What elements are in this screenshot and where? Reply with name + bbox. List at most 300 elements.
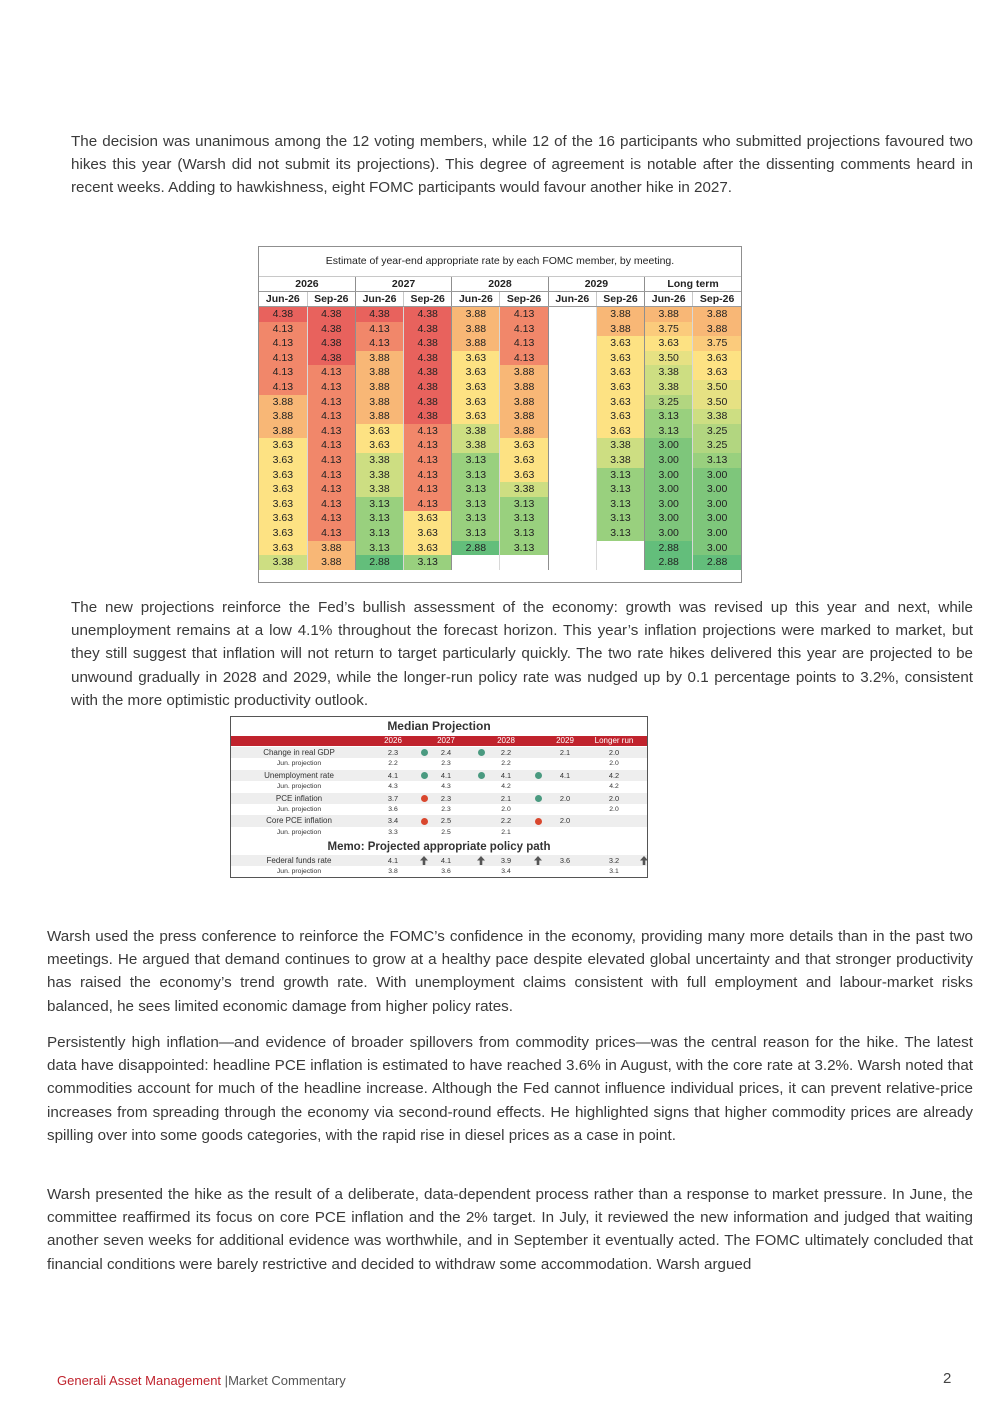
rate-cell: 3.88 [500,365,548,380]
rate-cell: 3.63 [596,380,644,395]
value-cell: 4.2 [608,770,620,780]
rate-cell: 3.88 [355,351,403,366]
rate-cell: 3.63 [500,453,548,468]
table-row [259,526,741,541]
row-label: Unemployment rate [264,770,334,780]
rate-cell: 3.88 [500,395,548,410]
value-cell: 4.1 [440,856,452,865]
rate-cell: 3.25 [645,395,693,410]
rate-cell: 4.38 [259,307,307,322]
rate-cell: 3.13 [452,482,500,497]
green-dot-icon [421,749,428,756]
rate-cell: 3.13 [355,541,403,556]
rate-cell: 2.88 [645,541,693,556]
value-cell: 3.4 [501,868,511,876]
rate-cell: 3.13 [355,497,403,512]
rate-cell: 4.13 [404,453,452,468]
table-row [259,555,741,570]
green-dot-icon [478,749,485,756]
rate-cell: 4.13 [259,351,307,366]
rate-cell: 3.88 [355,380,403,395]
meeting-header: Sep-26 [307,292,355,307]
rate-cell [500,555,548,570]
column-header: 2029 [556,736,574,745]
rate-cell: 3.13 [355,511,403,526]
row-label: PCE inflation [275,793,323,803]
rate-cell: 3.38 [596,453,644,468]
value-cell: 4.1 [559,770,571,780]
rate-cell [548,351,596,366]
rate-cell: 4.38 [404,409,452,424]
meeting-header-row [259,292,741,307]
rate-cell: 2.88 [645,555,693,570]
rate-cell: 3.88 [500,380,548,395]
value-cell: 2.0 [559,793,571,803]
table-row [259,380,741,395]
rate-cell: 4.13 [500,307,548,322]
column-header: 2028 [497,736,515,745]
rate-cell: 3.38 [355,482,403,497]
rate-cell: 3.13 [596,497,644,512]
year-header: 2028 [452,277,548,292]
rate-cell: 3.63 [596,351,644,366]
table-row [231,770,647,781]
table-row [231,827,647,838]
table-row [231,758,647,769]
rate-cell: 3.13 [693,453,741,468]
value-cell: 2.3 [441,760,451,768]
rate-cell: 3.63 [355,438,403,453]
value-cell: 2.5 [440,816,452,826]
value-cell: 2.3 [440,793,452,803]
paragraph-4: Persistently high inflation—and evidence of broader spillovers from commodity prices—was the central reason for the hike. The latest data have disappointed: headline PCE inflation is estimated to have reached 3.6% in August, with the core rate at 3.2%. Warsh noted that commodities account for much of the headline increase. Although the Fed cannot influence individual prices, it can prevent relative-price increases from spreading through the economy via second-round effects. He highlighted signs that higher commodity prices are already spilling over into some goods categories, with the rapid rise in diesel prices as a case in point. [47,1034,973,1144]
rate-cell: 3.63 [596,365,644,380]
value-cell: 3.2 [608,856,620,865]
rate-cell: 4.38 [404,351,452,366]
rate-cell [548,438,596,453]
row-label: Jun. projection [276,806,322,813]
rate-cell: 3.63 [259,482,307,497]
rate-cell: 4.13 [307,482,355,497]
rate-cell [548,365,596,380]
rate-cell: 3.00 [645,453,693,468]
rate-cell: 3.88 [307,555,355,570]
rate-cell: 3.88 [259,409,307,424]
up-arrow-icon [534,856,542,865]
rate-cell: 3.13 [452,511,500,526]
rate-cell: 3.88 [645,307,693,322]
rate-cell: 3.88 [259,424,307,439]
rate-cell: 3.88 [596,307,644,322]
rate-cell [596,541,644,556]
value-cell: 2.4 [440,748,452,757]
meeting-header: Jun-26 [355,292,403,307]
table-row [259,511,741,526]
rate-cell: 4.13 [404,438,452,453]
rate-cell: 3.00 [693,541,741,556]
rate-cell: 3.63 [693,365,741,380]
rate-cell: 3.75 [645,322,693,337]
year-header: 2029 [548,277,644,292]
rate-cell: 3.13 [596,526,644,541]
year-header: 2027 [355,277,451,292]
rate-cell: 3.63 [596,424,644,439]
rate-cell [548,511,596,526]
row-label: Core PCE inflation [266,816,332,826]
rate-cell: 3.00 [645,438,693,453]
value-cell: 4.3 [441,783,451,791]
value-cell: 2.0 [609,806,619,813]
rate-cell: 3.63 [404,511,452,526]
rate-cell: 4.13 [307,511,355,526]
value-cell: 4.1 [387,770,399,780]
green-dot-icon [478,772,485,779]
rate-cell: 4.38 [404,380,452,395]
rate-cell [548,468,596,483]
rate-cell [548,482,596,497]
rate-cell: 3.50 [693,395,741,410]
rate-cell: 3.63 [355,424,403,439]
value-cell: 2.1 [559,748,571,757]
rate-cell: 3.88 [452,322,500,337]
rate-cell: 3.88 [355,409,403,424]
value-cell: 3.6 [559,856,571,865]
rate-cell: 4.13 [259,380,307,395]
rate-cell: 4.13 [355,322,403,337]
rate-cell: 4.13 [404,497,452,512]
meeting-header: Jun-26 [548,292,596,307]
rate-cell: 3.38 [645,380,693,395]
rate-cell: 3.63 [452,395,500,410]
table-row [259,322,741,337]
rate-cell: 4.13 [500,322,548,337]
footer-section: Market Commentary [228,1373,346,1388]
table-row [259,468,741,483]
rate-cell: 3.25 [693,424,741,439]
value-cell: 3.9 [500,856,512,865]
rate-cell: 4.38 [404,365,452,380]
rate-cell [548,336,596,351]
rate-cell: 3.00 [693,482,741,497]
rate-cell: 4.38 [307,336,355,351]
column-header: 2027 [437,736,455,745]
rate-cell [548,541,596,556]
green-dot-icon [535,772,542,779]
value-cell: 4.1 [500,770,512,780]
rate-cell: 3.50 [645,351,693,366]
value-cell: 3.7 [387,793,399,803]
rate-cell: 4.13 [259,365,307,380]
green-dot-icon [535,795,542,802]
rate-cell: 3.38 [355,453,403,468]
value-cell: 3.6 [388,806,398,813]
meeting-header: Jun-26 [645,292,693,307]
rate-cell: 3.88 [500,424,548,439]
table-row [231,866,647,877]
value-cell: 4.2 [501,783,511,791]
meeting-header: Sep-26 [500,292,548,307]
value-cell: 2.1 [501,828,511,836]
rate-cell [452,555,500,570]
green-dot-icon [421,772,428,779]
year-header: 2026 [259,277,355,292]
rate-cell: 4.13 [307,497,355,512]
rate-cell: 4.38 [404,336,452,351]
red-dot-icon [535,818,542,825]
value-cell: 2.0 [559,816,571,826]
paragraph-1: The decision was unanimous among the 12 voting members, while 12 of the 16 participants who submitted projections favoured two hikes this year (Warsh did not submit its projections). This degree of agreement is notable after the dissenting comments heard in recent weeks. Adding to hawkishness, eight FOMC participants would favour another hike in 2027. [71,133,973,197]
table-row [259,351,741,366]
table-row [231,855,647,866]
rate-cell: 4.13 [404,424,452,439]
rate-cell: 3.63 [452,365,500,380]
rate-cell: 3.88 [596,322,644,337]
rate-cell: 4.38 [404,395,452,410]
table-row [231,793,647,804]
paragraph-2: The new projections reinforce the Fed’s bullish assessment of the economy: growth was revised up this year and next, while unemployment remains at a low 4.1% throughout the forecast horizon. This year’s inflation projections were marked to market, but they still suggest that inflation will not return to target particularly quickly. The two rate hikes delivered this year are projected to be unwound gradually in 2028 and 2029, while the longer-run policy rate was nudged up by 0.1 percentage points to 3.2%, consistent with the more optimistic productivity outlook. [71,599,973,709]
rate-cell: 3.25 [693,438,741,453]
rate-cell: 4.13 [259,322,307,337]
rate-cell: 3.13 [596,482,644,497]
median-projection-title: Median Projection [387,719,491,733]
rate-cell: 3.00 [693,526,741,541]
table-row [231,781,647,792]
value-cell: 2.2 [500,816,512,826]
rate-cell: 3.63 [259,511,307,526]
rate-cell: 4.13 [404,482,452,497]
rate-cell: 3.13 [500,511,548,526]
value-cell: 4.2 [609,783,619,791]
rate-cell: 3.88 [307,541,355,556]
rate-cell: 3.00 [693,497,741,512]
rate-cell: 3.88 [452,336,500,351]
year-header: Long term [645,277,741,292]
value-cell: 2.0 [608,793,620,803]
value-cell: 2.0 [608,748,620,757]
footer [57,1373,346,1388]
rate-cell [548,307,596,322]
rate-cell: 2.88 [452,541,500,556]
footer-separator: | [224,1373,229,1388]
value-cell: 2.0 [609,760,619,768]
rate-cell: 4.13 [259,336,307,351]
median-projection-header [231,736,647,746]
rate-cell: 3.13 [500,541,548,556]
table-row [259,307,741,322]
estimate-table-title: Estimate of year-end appropriate rate by each FOMC member, by meeting. [325,255,675,267]
value-cell: 3.3 [388,828,398,836]
rate-cell: 3.63 [259,468,307,483]
rate-cell: 3.13 [596,511,644,526]
rate-cell: 3.00 [645,497,693,512]
rate-cell: 4.13 [307,438,355,453]
rate-cell: 3.63 [452,409,500,424]
estimate-table [258,246,742,583]
rate-cell: 3.00 [645,526,693,541]
value-cell: 4.1 [440,770,452,780]
rate-cell: 3.63 [500,468,548,483]
column-header: Longer run [594,736,634,745]
rate-cell: 4.13 [307,380,355,395]
table-row [259,424,741,439]
rate-cell [548,322,596,337]
rate-cell: 3.63 [596,409,644,424]
table-row [259,395,741,410]
rate-cell: 3.13 [645,409,693,424]
rate-cell: 3.63 [596,336,644,351]
rate-cell: 3.13 [452,526,500,541]
rate-cell: 3.63 [452,351,500,366]
rate-cell: 3.88 [693,322,741,337]
row-label: Jun. projection [276,828,322,836]
rate-cell: 4.38 [355,307,403,322]
table-row [259,365,741,380]
rate-cell: 4.13 [307,453,355,468]
rate-cell: 2.88 [355,555,403,570]
rate-cell: 3.50 [693,380,741,395]
meeting-header: Sep-26 [693,292,741,307]
rate-cell: 3.63 [500,438,548,453]
value-cell: 3.6 [441,868,451,876]
rate-cell: 4.13 [307,526,355,541]
rate-cell [596,555,644,570]
rate-cell: 3.63 [645,336,693,351]
rate-cell: 4.13 [355,336,403,351]
table-row [231,815,647,826]
rate-cell: 4.38 [404,322,452,337]
rate-cell [548,380,596,395]
page-number: 2 [943,1370,952,1387]
red-dot-icon [421,795,428,802]
paragraph-3: Warsh used the press conference to reinforce the FOMC’s confidence in the economy, providing many more details than in the past two meetings. He argued that demand continues to grow at a healthy pace despite elevated global uncertainty and that stronger productivity has raised the economy’s trend growth rate. With unemployment claims consistent with full employment and labour-market risks balanced, he sees limited economic damage from higher policy rates. [47,928,973,1015]
rate-cell [548,409,596,424]
rate-cell: 3.63 [259,497,307,512]
rate-cell: 4.13 [307,365,355,380]
rate-cell: 3.75 [693,336,741,351]
footer-brand: Generali Asset Management [57,1373,222,1388]
rate-cell: 3.13 [500,497,548,512]
rate-cell: 3.88 [355,395,403,410]
rate-cell: 3.38 [596,438,644,453]
rate-cell: 3.13 [645,424,693,439]
rate-cell [548,555,596,570]
rate-cell: 4.38 [307,322,355,337]
rate-cell: 3.63 [693,351,741,366]
rate-cell: 3.13 [355,526,403,541]
rate-cell: 3.63 [259,526,307,541]
rate-cell [548,395,596,410]
year-header-row [259,277,741,292]
rate-cell: 3.88 [500,409,548,424]
rate-cell: 3.63 [404,541,452,556]
value-cell: 2.0 [501,806,511,813]
rate-cell: 3.38 [500,482,548,497]
rate-cell: 3.88 [693,307,741,322]
rate-cell: 3.00 [693,511,741,526]
rate-cell: 3.13 [452,497,500,512]
estimate-grid [259,276,741,570]
value-cell: 4.3 [388,783,398,791]
median-projection-table [230,716,648,878]
value-cell: 3.1 [609,868,619,876]
table-row [231,804,647,815]
table-row [231,747,647,758]
rate-cell: 3.63 [452,380,500,395]
rate-cell: 4.13 [307,395,355,410]
row-label: Change in real GDP [263,748,335,757]
rate-cell: 3.00 [645,511,693,526]
rate-cell: 3.00 [693,468,741,483]
rate-cell: 3.38 [452,424,500,439]
table-row [259,541,741,556]
rate-cell: 3.13 [452,453,500,468]
value-cell: 2.3 [441,806,451,813]
value-cell: 3.8 [388,868,398,876]
rate-cell: 3.38 [259,555,307,570]
rate-cell [548,526,596,541]
rate-cell: 3.00 [645,468,693,483]
rate-cell: 3.63 [404,526,452,541]
rate-cell: 4.38 [307,351,355,366]
rate-cell: 3.13 [452,468,500,483]
rate-cell: 3.13 [404,555,452,570]
value-cell: 4.1 [387,856,399,865]
rate-cell: 4.13 [307,468,355,483]
rate-cell: 4.13 [307,424,355,439]
rate-cell: 2.88 [693,555,741,570]
rate-cell [548,497,596,512]
up-arrow-icon [420,856,428,865]
rate-cell: 3.63 [259,438,307,453]
rate-cell: 3.13 [596,468,644,483]
value-cell: 2.3 [387,748,399,757]
meeting-header: Sep-26 [404,292,452,307]
rate-cell: 3.88 [452,307,500,322]
table-row [259,453,741,468]
rate-cell: 3.88 [259,395,307,410]
rate-cell: 3.63 [259,453,307,468]
up-arrow-icon [477,856,485,865]
rate-cell: 3.63 [596,395,644,410]
rate-cell: 4.38 [307,307,355,322]
rate-cell: 3.38 [355,468,403,483]
rate-cell: 3.38 [693,409,741,424]
memo-title: Memo: Projected appropriate policy path [327,841,551,853]
table-row [259,438,741,453]
rate-cell: 4.13 [307,409,355,424]
paragraph-5: Warsh presented the hike as the result of a deliberate, data-dependent process rather than a response to market pressure. In June, the committee reaffirmed its focus on core PCE inflation and the 2% target. In July, it reviewed the new information and judged that waiting another seven weeks for additional evidence was worthwhile, and in September it eventually acted. The FOMC ultimately concluded that financial conditions were barely restrictive and decided to withdraw some accommodation. Warsh argued [47,1186,973,1273]
rate-cell: 4.13 [500,351,548,366]
value-cell: 2.2 [501,760,511,768]
rate-cell: 3.00 [645,482,693,497]
up-arrow-icon [640,856,648,865]
value-cell: 2.2 [388,760,398,768]
column-header: 2026 [384,736,402,745]
meeting-header: Jun-26 [452,292,500,307]
value-cell: 2.5 [441,828,451,836]
rate-cell: 3.38 [452,438,500,453]
rate-cell [548,424,596,439]
rate-cell: 3.13 [500,526,548,541]
row-label: Jun. projection [276,760,322,768]
table-row [259,482,741,497]
rate-cell: 3.63 [259,541,307,556]
rate-cell: 4.13 [404,468,452,483]
table-row [259,497,741,512]
meeting-header: Sep-26 [596,292,644,307]
red-dot-icon [421,818,428,825]
rate-cell: 4.38 [404,307,452,322]
